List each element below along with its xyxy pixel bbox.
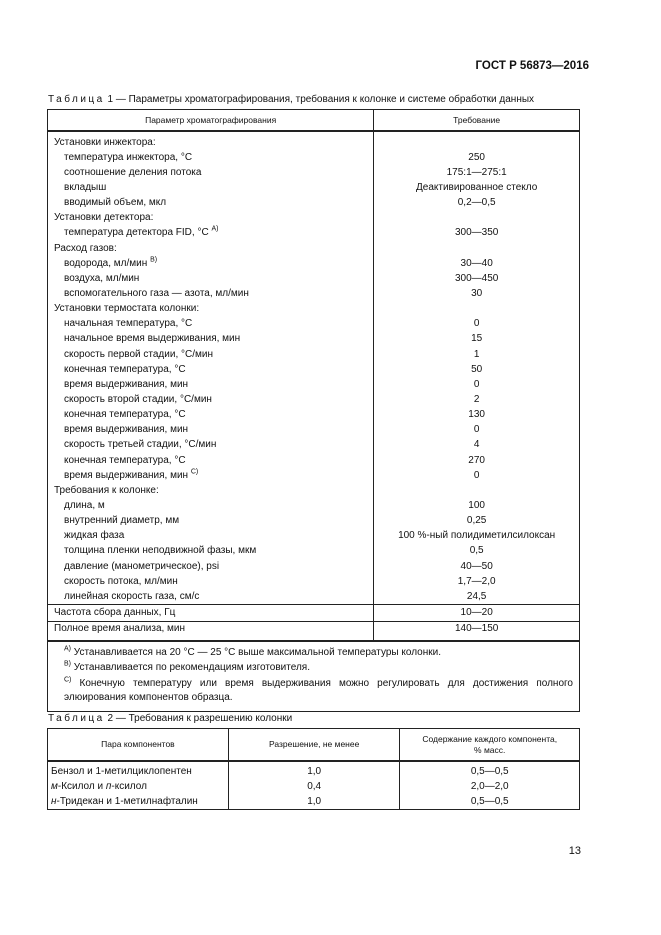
requirement-value: Деактивированное стекло	[374, 180, 580, 195]
parameter-label: Установки инжектора:	[54, 136, 156, 148]
parameter-cell	[48, 165, 374, 180]
component-prefix: м	[51, 780, 58, 792]
table-row	[48, 498, 580, 513]
component-pair-name: -Ксилол и	[57, 780, 106, 792]
parameter-label: линейная скорость газа, см/с	[64, 590, 200, 602]
table-row	[48, 286, 580, 301]
table-row	[48, 317, 580, 332]
table1-footnotes-row	[48, 641, 580, 712]
parameter-label: начальное время выдерживания, мин	[64, 333, 241, 345]
requirement-value: 0,25	[374, 514, 580, 529]
requirement-value	[374, 483, 580, 498]
parameter-label: Полное время анализа, мин	[54, 623, 186, 635]
table-row	[48, 779, 580, 794]
requirement-value: 30—40	[374, 256, 580, 271]
parameter-label: вводимый объем, мкл	[64, 197, 167, 209]
parameter-cell	[48, 559, 374, 574]
table2-header-resolution: Разрешение, не менее	[228, 729, 400, 762]
parameter-cell	[48, 180, 374, 195]
parameter-cell	[48, 256, 374, 271]
footnote-b-text: Устанавливается по рекомендациям изготовителя.	[73, 662, 310, 674]
table-row	[48, 438, 580, 453]
parameter-cell	[48, 196, 374, 211]
parameter-label: жидкая фаза	[64, 530, 125, 542]
parameter-cell	[48, 241, 374, 256]
parameter-label: скорость потока, мл/мин	[64, 575, 178, 587]
table1-header-row	[48, 110, 580, 132]
parameter-cell	[48, 408, 374, 423]
resolution-value: 1,0	[228, 794, 400, 810]
requirement-value: 1	[374, 347, 580, 362]
parameter-cell	[48, 317, 374, 332]
parameter-cell	[48, 211, 374, 226]
parameter-cell	[48, 468, 374, 483]
requirement-value: 100 %-ный полидиметилсилоксан	[374, 529, 580, 544]
chromatography-parameters-table	[47, 109, 580, 712]
parameter-cell	[48, 453, 374, 468]
parameter-cell	[48, 498, 374, 513]
table-row	[48, 544, 580, 559]
table-row	[48, 605, 580, 621]
content-value: 2,0—2,0	[400, 779, 580, 794]
footnote-c-mark: C)	[64, 676, 72, 684]
parameter-cell	[48, 423, 374, 438]
table-row	[48, 241, 580, 256]
table-row	[48, 529, 580, 544]
parameter-label: время выдерживания, мин	[64, 378, 189, 390]
table2-caption-word: Таблица	[48, 713, 105, 724]
table2-header-content	[400, 729, 580, 762]
parameter-cell	[48, 483, 374, 498]
requirement-value: 24,5	[374, 589, 580, 605]
requirement-value: 2	[374, 392, 580, 407]
table1-body	[48, 131, 580, 641]
component-pair-name-2: -ксилол	[111, 780, 147, 792]
parameter-label: вспомогательного газа — азота, мл/мин	[64, 287, 249, 299]
footnote-c-text: Конечную температуру или время выдерживания можно регулировать для достижения полного элюирования компонентов образца.	[64, 677, 573, 704]
requirement-value: 140—150	[374, 621, 580, 641]
parameter-label: начальная температура, °С	[64, 318, 193, 330]
requirement-value: 300—350	[374, 226, 580, 241]
parameter-label: время выдерживания, мин	[64, 469, 189, 481]
parameter-cell	[48, 621, 374, 641]
table-row	[48, 574, 580, 589]
column-resolution-table	[47, 728, 580, 810]
parameter-label: температура инжектора, °С	[64, 151, 193, 163]
table1-caption-word: Таблица	[48, 94, 105, 105]
component-pair	[48, 794, 229, 810]
table1-caption-text: 1 — Параметры хроматографирования, требования к колонке и системе обработки данных	[104, 94, 535, 105]
requirement-value	[374, 302, 580, 317]
requirement-value: 0	[374, 423, 580, 438]
table1-header-requirement: Требование	[374, 110, 580, 132]
parameter-cell	[48, 589, 374, 605]
footnote-ref: B)	[150, 256, 158, 264]
requirement-value: 300—450	[374, 271, 580, 286]
parameter-cell	[48, 544, 374, 559]
requirement-value: 30	[374, 286, 580, 301]
table-row	[48, 271, 580, 286]
parameter-cell	[48, 131, 374, 150]
requirement-value: 40—50	[374, 559, 580, 574]
parameter-label: Установки детектора:	[54, 212, 154, 224]
table-row	[48, 165, 580, 180]
footnote-a	[64, 646, 573, 661]
component-pair-name: Бензол и 1-метилциклопентен	[51, 765, 192, 777]
requirement-value: 50	[374, 362, 580, 377]
requirement-value: 4	[374, 438, 580, 453]
parameter-cell	[48, 286, 374, 301]
parameter-label: внутренний диаметр, мм	[64, 515, 180, 527]
page-number: 13	[568, 845, 581, 857]
footnote-b-mark: B)	[64, 660, 71, 668]
parameter-cell	[48, 347, 374, 362]
requirement-value: 175:1—275:1	[374, 165, 580, 180]
requirement-value: 130	[374, 408, 580, 423]
requirement-value: 250	[374, 150, 580, 165]
table-row	[48, 131, 580, 150]
parameter-label: время выдерживания, мин	[64, 424, 189, 436]
table1-footnotes	[48, 641, 580, 712]
parameter-label: скорость второй стадии, °С/мин	[64, 393, 212, 405]
parameter-label: скорость первой стадии, °С/мин	[64, 348, 213, 360]
component-prefix-2: п	[105, 780, 112, 792]
parameter-label: вкладыш	[64, 181, 107, 193]
component-pair-name: -Тридекан и 1-метилнафталин	[56, 795, 198, 807]
parameter-label: Частота сбора данных, Гц	[54, 606, 176, 618]
requirement-value: 0	[374, 377, 580, 392]
table1-header-parameter: Параметр хроматографирования	[48, 110, 374, 132]
parameter-cell	[48, 574, 374, 589]
requirement-value: 10—20	[374, 605, 580, 621]
table-row	[48, 423, 580, 438]
parameter-label: Установки термостата колонки:	[54, 303, 200, 315]
parameter-cell	[48, 271, 374, 286]
table-row	[48, 180, 580, 195]
table-row	[48, 408, 580, 423]
table-row	[48, 453, 580, 468]
table-row	[48, 150, 580, 165]
parameter-label: скорость третьей стадии, °С/мин	[64, 439, 217, 451]
requirement-value	[374, 241, 580, 256]
table-row	[48, 196, 580, 211]
parameter-label: Требования к колонке:	[54, 484, 159, 496]
component-pair	[48, 761, 229, 779]
table-row	[48, 468, 580, 483]
parameter-cell	[48, 392, 374, 407]
table1-caption	[48, 94, 534, 105]
table2-caption-text: 2 — Требования к разрешению колонки	[104, 713, 293, 724]
table-row	[48, 392, 580, 407]
requirement-value	[374, 131, 580, 150]
table2-header-content-line1: Содержание каждого компонента,	[422, 733, 558, 744]
parameter-label: температура детектора FID, °С	[64, 227, 209, 239]
footnote-c	[64, 677, 573, 706]
parameter-label: конечная температура, °С	[64, 409, 186, 421]
footnote-ref: A)	[211, 226, 219, 234]
table-row	[48, 621, 580, 641]
parameter-label: длина, м	[64, 499, 105, 511]
requirement-value: 270	[374, 453, 580, 468]
parameter-label: воздуха, мл/мин	[64, 272, 140, 284]
document-code: ГОСТ Р 56873—2016	[475, 60, 589, 72]
parameter-cell	[48, 605, 374, 621]
parameter-cell	[48, 332, 374, 347]
parameter-cell	[48, 362, 374, 377]
table2-header-pair: Пара компонентов	[48, 729, 229, 762]
table-row	[48, 226, 580, 241]
parameter-cell	[48, 529, 374, 544]
requirement-value: 0,2—0,5	[374, 196, 580, 211]
table-row	[48, 559, 580, 574]
parameter-label: конечная температура, °С	[64, 454, 186, 466]
parameter-cell	[48, 438, 374, 453]
table-row	[48, 256, 580, 271]
table-row	[48, 362, 580, 377]
table-row	[48, 794, 580, 810]
resolution-value: 0,4	[228, 779, 400, 794]
parameter-label: соотношение деления потока	[64, 166, 202, 178]
footnote-a-text: Устанавливается на 20 °С — 25 °С выше максимальной температуры колонки.	[73, 646, 441, 658]
requirement-value: 0	[374, 317, 580, 332]
table2-caption	[48, 713, 292, 724]
content-value: 0,5—0,5	[400, 761, 580, 779]
table-row	[48, 483, 580, 498]
footnote-a-mark: A)	[64, 645, 71, 653]
table-row	[48, 211, 580, 226]
table-row	[48, 347, 580, 362]
parameter-label: давление (манометрическое), psi	[64, 560, 220, 572]
component-pair	[48, 779, 229, 794]
resolution-value: 1,0	[228, 761, 400, 779]
footnote-b	[64, 661, 573, 676]
table-row	[48, 332, 580, 347]
parameter-label: толщина пленки неподвижной фазы, мкм	[64, 545, 257, 557]
table2-header-row	[48, 729, 580, 762]
parameter-cell	[48, 226, 374, 241]
requirement-value: 0,5	[374, 544, 580, 559]
table-row	[48, 377, 580, 392]
requirement-value: 15	[374, 332, 580, 347]
table2-header-content-line2: % масс.	[474, 744, 506, 755]
table-row	[48, 514, 580, 529]
requirement-value: 0	[374, 468, 580, 483]
component-prefix: н	[51, 795, 57, 807]
requirement-value: 1,7—2,0	[374, 574, 580, 589]
table-row	[48, 761, 580, 779]
parameter-cell	[48, 514, 374, 529]
table-row	[48, 302, 580, 317]
parameter-cell	[48, 377, 374, 392]
parameter-label: конечная температура, °С	[64, 363, 186, 375]
parameter-cell	[48, 150, 374, 165]
parameter-cell	[48, 302, 374, 317]
parameter-label: водорода, мл/мин	[64, 257, 148, 269]
table-row	[48, 589, 580, 605]
parameter-label: Расход газов:	[54, 242, 117, 254]
requirement-value	[374, 211, 580, 226]
footnote-ref: C)	[190, 468, 199, 476]
content-value: 0,5—0,5	[400, 794, 580, 810]
requirement-value: 100	[374, 498, 580, 513]
